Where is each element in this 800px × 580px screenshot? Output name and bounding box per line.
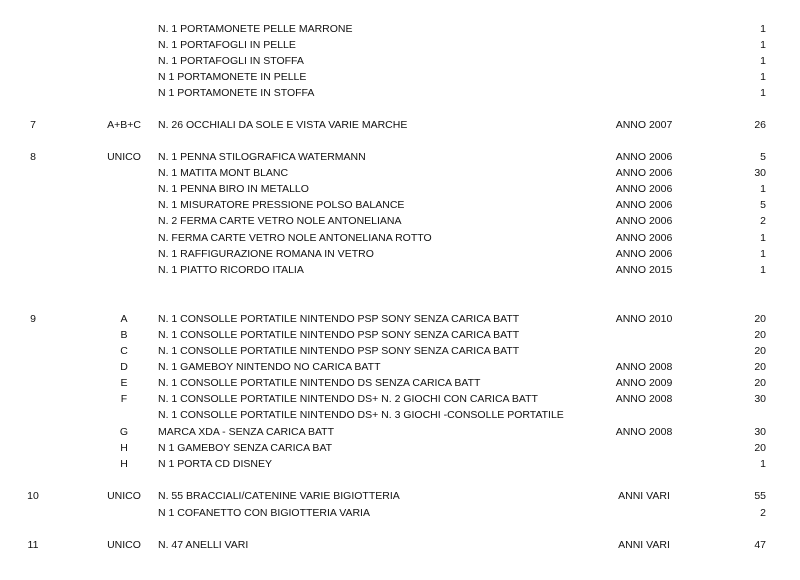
item-quantity: 20 — [754, 361, 766, 373]
item-description: N. FERMA CARTE VETRO NOLE ANTONELIANA ROTTO — [158, 232, 432, 244]
item-quantity: 30 — [754, 426, 766, 438]
item-year: ANNO 2008 — [615, 393, 673, 405]
table-row — [0, 456, 800, 472]
item-description: N. 47 ANELLI VARI — [158, 539, 249, 551]
sub-lot: F — [120, 393, 128, 405]
table-row — [0, 165, 800, 181]
item-quantity: 1 — [760, 23, 766, 35]
item-year: ANNO 2007 — [615, 119, 673, 131]
item-description: N. 2 FERMA CARTE VETRO NOLE ANTONELIANA — [158, 215, 402, 227]
table-row — [0, 85, 800, 101]
table-row — [0, 37, 800, 53]
item-year: ANNI VARI — [618, 539, 670, 551]
lot-number: 7 — [30, 119, 36, 131]
item-year: ANNO 2006 — [615, 183, 673, 195]
item-description: N 1 PORTAMONETE IN STOFFA — [158, 87, 315, 99]
item-quantity: 5 — [760, 199, 766, 211]
item-description: N. 55 BRACCIALI/CATENINE VARIE BIGIOTTERIA — [158, 490, 400, 502]
item-description: N. 1 PORTAFOGLI IN STOFFA — [158, 55, 304, 67]
item-description: N. 1 RAFFIGURAZIONE ROMANA IN VETRO — [158, 248, 374, 260]
item-quantity: 2 — [760, 507, 766, 519]
table-row — [0, 375, 800, 391]
table-row — [0, 359, 800, 375]
item-description: N. 1 GAMEBOY NINTENDO NO CARICA BATT — [158, 361, 381, 373]
lot-number: 8 — [30, 151, 36, 163]
sub-lot: A — [120, 313, 128, 325]
item-quantity: 55 — [754, 490, 766, 502]
item-quantity: 20 — [754, 442, 766, 454]
item-year: ANNO 2015 — [615, 264, 673, 276]
item-year: ANNO 2006 — [615, 232, 673, 244]
table-row — [0, 149, 800, 165]
item-description: N. 1 CONSOLLE PORTATILE NINTENDO PSP SONY SENZA CARICA BATT — [158, 313, 520, 325]
item-description: MARCA XDA - SENZA CARICA BATT — [158, 426, 335, 438]
lot-number: 9 — [30, 313, 36, 325]
item-quantity: 26 — [754, 119, 766, 131]
table-row — [0, 117, 800, 133]
table-row — [0, 327, 800, 343]
table-row — [0, 21, 800, 37]
item-quantity: 1 — [760, 264, 766, 276]
table-row — [0, 213, 800, 229]
item-quantity: 1 — [760, 71, 766, 83]
item-description: N 1 PORTAMONETE IN PELLE — [158, 71, 307, 83]
item-quantity: 47 — [754, 539, 766, 551]
item-description: N. 1 PORTAFOGLI IN PELLE — [158, 39, 296, 51]
table-row — [0, 343, 800, 359]
item-year: ANNO 2006 — [615, 199, 673, 211]
item-quantity: 30 — [754, 393, 766, 405]
item-year: ANNO 2009 — [615, 377, 673, 389]
item-description: N. 1 PORTAMONETE PELLE MARRONE — [158, 23, 353, 35]
sub-lot: E — [120, 377, 128, 389]
sub-lot: D — [120, 361, 128, 373]
table-row — [0, 407, 800, 423]
sub-lot: UNICO — [107, 151, 141, 163]
table-row — [0, 505, 800, 521]
item-quantity: 1 — [760, 248, 766, 260]
sub-lot: H — [120, 442, 128, 454]
sub-lot: A+B+C — [107, 119, 141, 131]
sub-lot: UNICO — [107, 490, 141, 502]
table-row — [0, 262, 800, 278]
item-year: ANNO 2006 — [615, 167, 673, 179]
table-row — [0, 197, 800, 213]
table-row — [0, 230, 800, 246]
table-row — [0, 391, 800, 407]
table-row — [0, 537, 800, 553]
table-row — [0, 488, 800, 504]
table-row — [0, 440, 800, 456]
sub-lot: G — [119, 426, 129, 438]
item-year: ANNO 2010 — [615, 313, 673, 325]
item-description: N. 1 MATITA MONT BLANC — [158, 167, 289, 179]
item-description: N. 26 OCCHIALI DA SOLE E VISTA VARIE MARCHE — [158, 119, 408, 131]
item-quantity: 1 — [760, 87, 766, 99]
item-quantity: 1 — [760, 183, 766, 195]
item-year: ANNO 2008 — [615, 361, 673, 373]
lot-number: 11 — [27, 539, 39, 551]
item-year: ANNO 2006 — [615, 151, 673, 163]
item-quantity: 1 — [760, 458, 766, 470]
item-description: N. 1 CONSOLLE PORTATILE NINTENDO DS+ N. 3 GIOCHI -CONSOLLE PORTATILE — [158, 409, 564, 421]
item-quantity: 20 — [754, 329, 766, 341]
item-year: ANNO 2008 — [615, 426, 673, 438]
item-quantity: 1 — [760, 232, 766, 244]
lot-number: 10 — [27, 490, 39, 502]
item-quantity: 20 — [754, 345, 766, 357]
table-row — [0, 424, 800, 440]
item-description: N. 1 MISURATORE PRESSIONE POLSO BALANCE — [158, 199, 405, 211]
item-description: N. 1 PENNA STILOGRAFICA WATERMANN — [158, 151, 366, 163]
item-description: N. 1 CONSOLLE PORTATILE NINTENDO DS+ N. 2 GIOCHI CON CARICA BATT — [158, 393, 538, 405]
sub-lot: C — [120, 345, 128, 357]
item-year: ANNO 2006 — [615, 248, 673, 260]
item-description: N. 1 CONSOLLE PORTATILE NINTENDO PSP SONY SENZA CARICA BATT — [158, 329, 520, 341]
item-quantity: 20 — [754, 377, 766, 389]
item-description: N. 1 CONSOLLE PORTATILE NINTENDO DS SENZA CARICA BATT — [158, 377, 481, 389]
table-row — [0, 69, 800, 85]
table-row — [0, 53, 800, 69]
table-row — [0, 311, 800, 327]
item-quantity: 1 — [760, 55, 766, 67]
sub-lot: H — [120, 458, 128, 470]
table-row — [0, 181, 800, 197]
item-quantity: 20 — [754, 313, 766, 325]
item-description: N. 1 PIATTO RICORDO ITALIA — [158, 264, 304, 276]
item-description: N. 1 PENNA BIRO IN METALLO — [158, 183, 309, 195]
item-quantity: 30 — [754, 167, 766, 179]
item-description: N 1 PORTA CD DISNEY — [158, 458, 272, 470]
table-row — [0, 246, 800, 262]
item-quantity: 1 — [760, 39, 766, 51]
item-year: ANNI VARI — [618, 490, 670, 502]
item-description: N 1 GAMEBOY SENZA CARICA BAT — [158, 442, 333, 454]
item-quantity: 5 — [760, 151, 766, 163]
item-description: N. 1 CONSOLLE PORTATILE NINTENDO PSP SONY SENZA CARICA BATT — [158, 345, 520, 357]
sub-lot: UNICO — [107, 539, 141, 551]
item-year: ANNO 2006 — [615, 215, 673, 227]
item-description: N 1 COFANETTO CON BIGIOTTERIA VARIA — [158, 507, 370, 519]
item-quantity: 2 — [760, 215, 766, 227]
sub-lot: B — [120, 329, 128, 341]
